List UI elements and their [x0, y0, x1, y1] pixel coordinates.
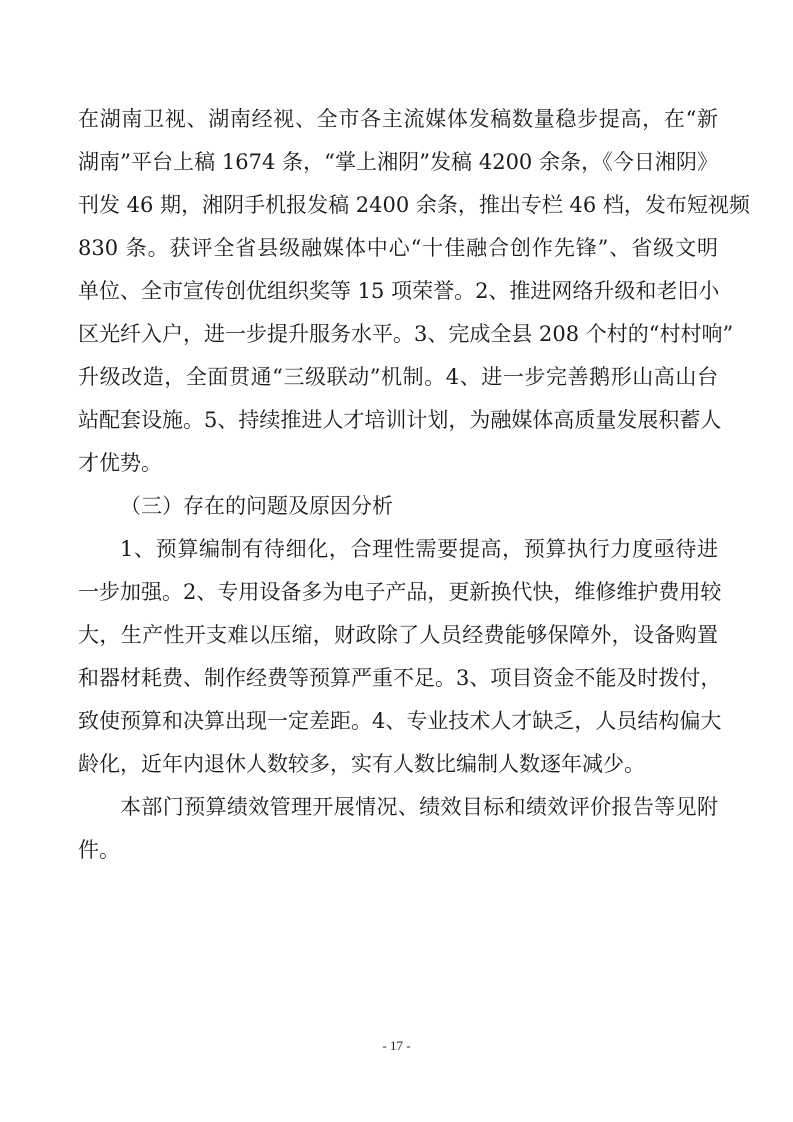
- paragraph-1-line-2: 湖南”平台上稿 1674 条，“掌上湘阴”发稿 4200 余条，《今日湘阴》: [78, 150, 718, 174]
- section-heading: （三）存在的问题及原因分析: [120, 494, 393, 518]
- paragraph-3-line-2: 件。: [78, 838, 120, 862]
- paragraph-1-line-7: 升级改造，全面贯通“三级联动”机制。4、进一步完善鹅形山高山台: [78, 365, 718, 389]
- paragraph-1-line-1: 在湖南卫视、湖南经视、全市各主流媒体发稿数量稳步提高，在“新: [78, 107, 718, 131]
- paragraph-1-line-6: 区光纤入户，进一步提升服务水平。3、完成全县 208 个村的“村村响”: [78, 322, 734, 346]
- paragraph-1-line-3: 刊发 46 期，湘阴手机报发稿 2400 余条，推出专栏 46 档，发布短视频: [78, 193, 750, 217]
- paragraph-3-line-1: 本部门预算绩效管理开展情况、绩效目标和绩效评价报告等见附: [120, 795, 718, 819]
- paragraph-2-line-3: 大，生产性开支难以压缩，财政除了人员经费能够保障外，设备购置: [78, 623, 718, 647]
- paragraph-2-line-5: 致使预算和决算出现一定差距。4、专业技术人才缺乏，人员结构偏大: [78, 709, 722, 733]
- paragraph-2-line-6: 龄化，近年内退休人数较多，实有人数比编制人数逐年减少。: [78, 752, 645, 776]
- paragraph-1-line-5: 单位、全市宣传创优组织奖等 15 项荣誉。2、推进网络升级和老旧小: [78, 279, 720, 303]
- paragraph-2-line-2: 一步加强。2、专用设备多为电子产品，更新换代快，维修维护费用较: [78, 580, 722, 604]
- paragraph-1-line-9: 才优势。: [78, 451, 162, 475]
- paragraph-1-line-4: 830 条。获评全省县级融媒体中心“十佳融合创作先锋”、省级文明: [78, 236, 718, 260]
- page-number: - 17 -: [382, 1038, 411, 1053]
- paragraph-2-line-1: 1、预算编制有待细化，合理性需要提高，预算执行力度亟待进: [120, 537, 718, 561]
- paragraph-2-line-4: 和器材耗费、制作经费等预算严重不足。3、项目资金不能及时拨付，: [78, 666, 722, 690]
- paragraph-1-line-8: 站配套设施。5、持续推进人才培训计划，为融媒体高质量发展积蓄人: [78, 408, 722, 432]
